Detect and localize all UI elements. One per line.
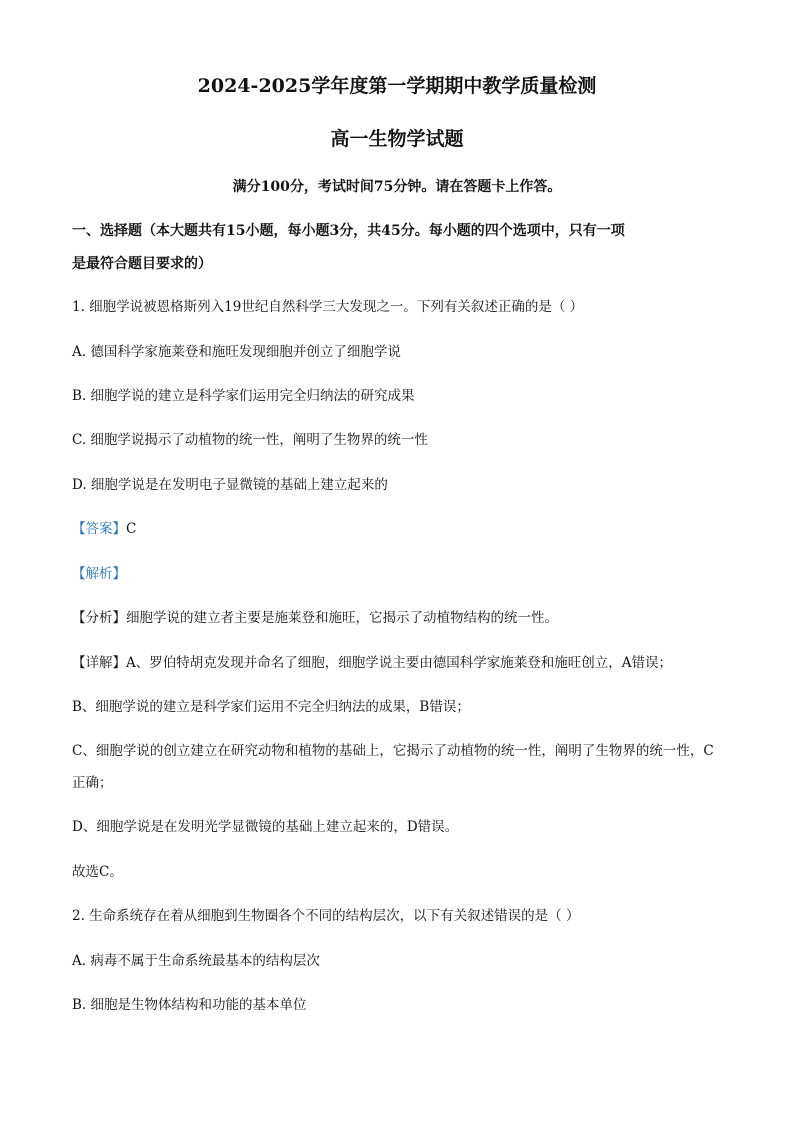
answer-value: C xyxy=(126,521,137,537)
exam-title: 2024-2025学年度第一学期期中教学质量检测 xyxy=(197,75,597,97)
fenxi-line xyxy=(72,608,558,628)
section-heading-line1: 一、选择题（本大题共有15小题，每小题3分，共45分。每小题的四个选项中，只有一项 xyxy=(72,223,625,239)
exam-subtitle: 高一生物学试题 xyxy=(330,128,464,150)
question-2-option-a: A. 病毒不属于生命系统最基本的结构层次 xyxy=(72,953,320,969)
answer-line xyxy=(72,519,136,539)
answer-tag: 【答案】 xyxy=(72,521,126,537)
question-1-option-b: B. 细胞学说的建立是科学家们运用完全归纳法的研究成果 xyxy=(72,388,415,404)
xiangjie-text-a: A、罗伯特胡克发现并命名了细胞，细胞学说主要由德国科学家施莱登和施旺创立，A错误； xyxy=(126,655,672,671)
exam-note: 满分100分，考试时间75分钟。请在答题卡上作答。 xyxy=(232,179,562,195)
fenxi-tag: 【分析】 xyxy=(72,610,126,626)
fenxi-text: 细胞学说的建立者主要是施莱登和施旺，它揭示了动植物结构的统一性。 xyxy=(126,610,558,626)
question-1-option-c: C. 细胞学说揭示了动植物的统一性，阐明了生物界的统一性 xyxy=(72,432,428,448)
analysis-tag: 【解析】 xyxy=(72,566,126,582)
xiangjie-tag: 【详解】 xyxy=(72,655,126,671)
question-1-option-a: A. 德国科学家施莱登和施旺发现细胞并创立了细胞学说 xyxy=(72,344,401,360)
xiangjie-line-c2: 正确； xyxy=(72,775,113,791)
section-heading-line2: 是最符合题目要求的） xyxy=(72,256,212,272)
conclusion-line: 故选C。 xyxy=(72,864,123,880)
xiangjie-line-b: B、细胞学说的建立是科学家们运用不完全归纳法的成果，B错误； xyxy=(72,699,470,715)
question-1-option-d: D. 细胞学说是在发明电子显微镜的基础上建立起来的 xyxy=(72,477,388,493)
xiangjie-line-c1: C、细胞学说的创立建立在研究动物和植物的基础上，它揭示了动植物的统一性，阐明了生物界的统一性，C xyxy=(72,743,714,759)
xiangjie-line-a xyxy=(72,653,672,673)
question-1-stem: 1. 细胞学说被恩格斯列入19世纪自然科学三大发现之一。下列有关叙述正确的是（ ） xyxy=(72,299,584,315)
analysis-heading xyxy=(72,564,126,584)
question-2-stem: 2. 生命系统存在着从细胞到生物圈各个不同的结构层次，以下有关叙述错误的是（ ） xyxy=(72,908,580,924)
xiangjie-line-d: D、细胞学说是在发明光学显微镜的基础上建立起来的，D错误。 xyxy=(72,819,459,835)
question-2-option-b: B. 细胞是生物体结构和功能的基本单位 xyxy=(72,997,307,1013)
